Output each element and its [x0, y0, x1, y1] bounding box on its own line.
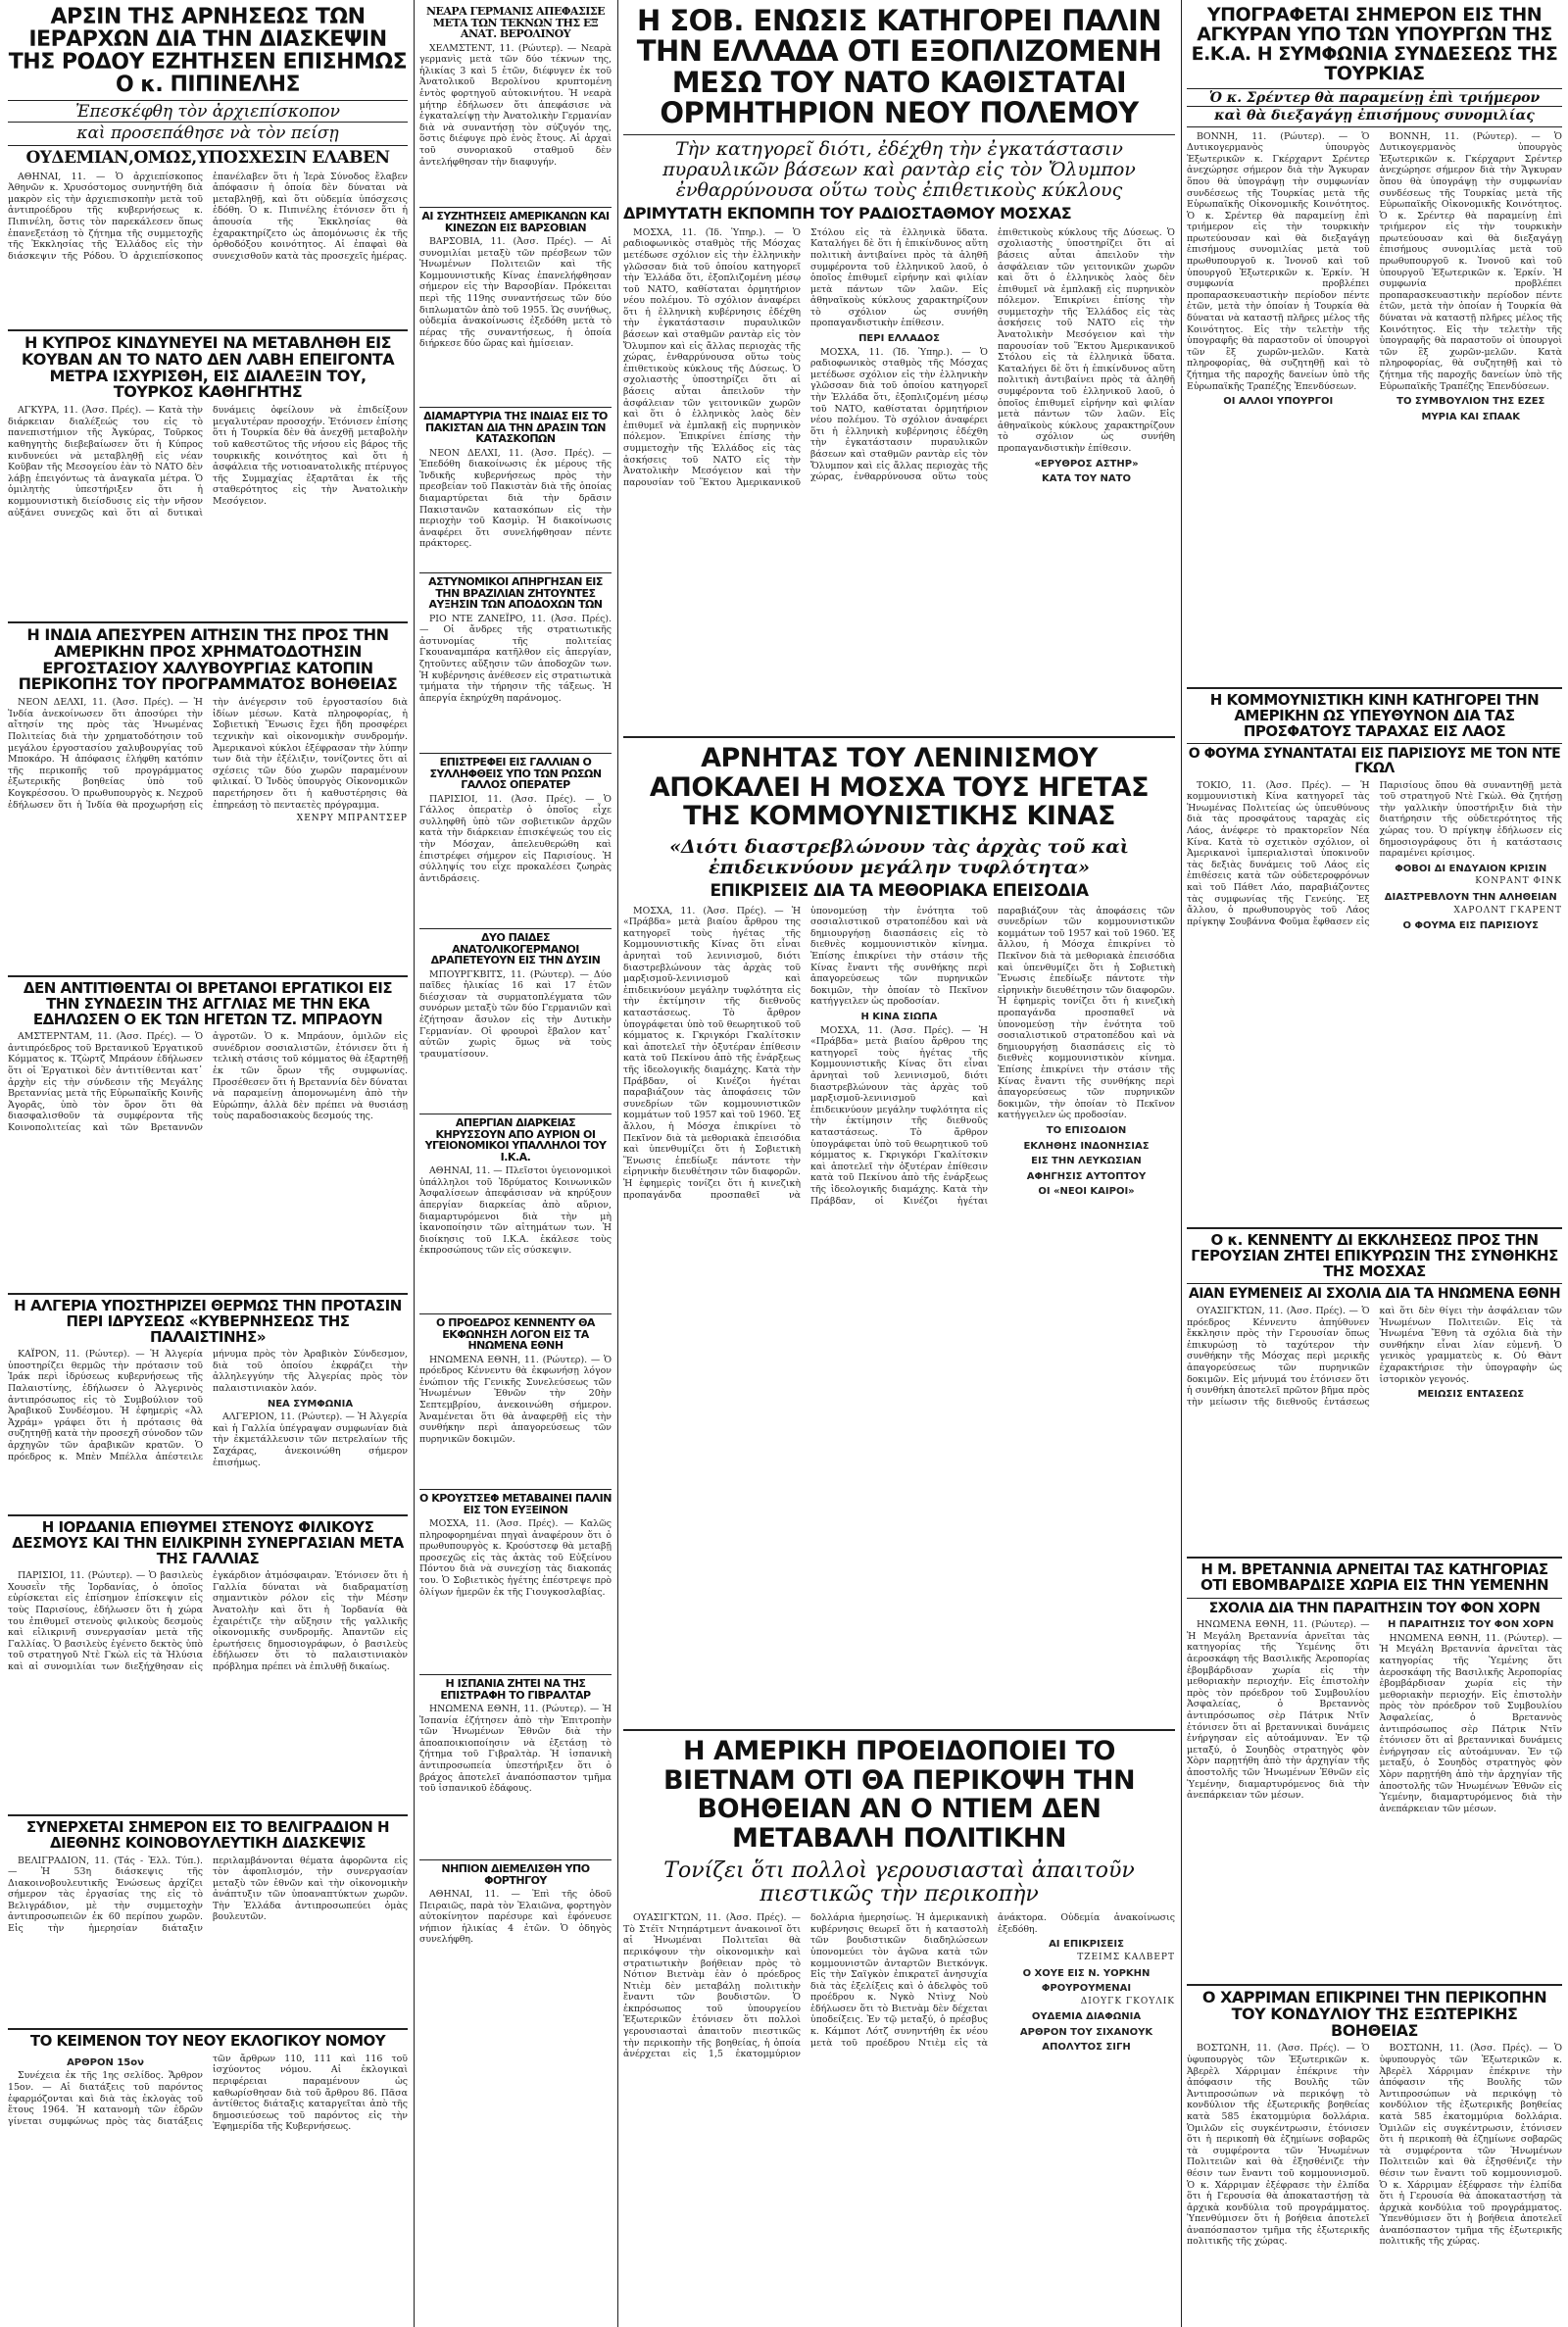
article-body	[623, 1912, 1175, 2060]
subhead: ΜΕΙΩΣΙΣ ΕΝΤΑΣΕΩΣ	[1417, 1389, 1525, 1401]
article-infant-accident	[419, 1859, 612, 2010]
column-rule	[1181, 0, 1182, 2327]
headline: Ο ΠΡΟΕΔΡΟΣ ΚΕΝΝΕΝΤΥ ΘΑ ΕΚΦΩΝΗΣΗ ΛΟΓΟΝ ΕΙΣ ΤΑ ΗΝΩΜΕΝΑ ΕΘΝΗ	[436, 1316, 595, 1353]
subhead: ΜΥΡΙΑ ΚΑΙ ΣΠΑΑΚ	[1421, 411, 1521, 422]
headline: Ο ΧΑΡΡΙΜΑΝ ΕΠΙΚΡΙΝΕΙ ΤΗΝ ΠΕΡΙΚΟΠΗΝ ΤΟΥ ΚΟΝΔΥΛΙΟΥ ΤΗΣ ΕΞΩΤΕΡΙΚΗΣ ΒΟΗΘΕΙΑΣ	[1201, 1988, 1547, 2040]
article-body	[419, 969, 612, 1061]
subhead: «ΕΡΥΘΡΟΣ ΑΣΤΗΡ»	[1034, 458, 1139, 470]
article-body	[419, 236, 612, 350]
byline: ΤΖΕΙΜΣ ΚΑΛΒΕΡΤ	[1077, 1952, 1175, 1962]
byline: ΚΟΝΡΑΝΤ ΦΙΝΚ	[1475, 876, 1562, 887]
subheadline: ΣΧΟΛΙΑ ΔΙΑ ΤΗΝ ΠΑΡΑΙΤΗΣΙΝ ΤΟΥ ΦΟΝ ΧΟΡΝ	[1187, 1598, 1562, 1616]
article-jordan	[8, 1514, 408, 1814]
subheadline: ΟΥΔΕΜΙΑΝ,ΟΜΩΣ,ΥΠΟΣΧΕΣΙΝ ΕΛΑΒΕΝ	[25, 147, 390, 168]
article-body	[8, 2054, 408, 2133]
article-body	[419, 1704, 612, 1795]
paragraph: ΟΥΑΣΙΓΚΤΩΝ, 11. (Ἀσσ. Πρές). — Ὁ πρόεδρος Κέννεντυ ἀπηύθυνεν ἔκκλησιν πρὸς τὴν Γερουσίαν ὅπως ἐπικυρώσῃ τὸ ταχύτερον τὴν συνθήκην τῆς Μόσχας περὶ μερικῆς ἀπαγορεύσεως τῶν πυρηνικῶν δοκιμῶν. Εἰς μήνυμά του ἐτόνισεν ὅτι ἡ συνθήκη ἀποτελεῖ πρῶτον βῆμα πρὸς τὴν μείωσιν τῆς διεθνοῦς ἐντάσεως καὶ ὅτι δὲν θίγει τὴν ἀσφάλειαν τῶν Ἡνωμένων Πολιτειῶν. Εἰς τὰ Ἡνωμένα Ἔθνη τὰ σχόλια διὰ τὴν συνθήκην εἶναι λίαν εὐμενῆ. Ὁ γενικὸς γραμματεὺς κ. Οὐ Θὰντ ἐχαρακτήρισε τὴν ὑπογραφὴν ὡς ἱστορικὸν γεγονός.	[1187, 1305, 1562, 1408]
headline: ΤΟ ΚΕΙΜΕΝΟΝ ΤΟΥ ΝΕΟΥ ΕΚΛΟΓΙΚΟΥ ΝΟΜΟΥ	[29, 2032, 386, 2050]
article-ika-strike	[419, 1114, 612, 1313]
article-body	[419, 1518, 612, 1598]
headline: ΣΥΝΕΡΧΕΤΑΙ ΣΗΜΕΡΟΝ ΕΙΣ ΤΟ ΒΕΛΙΓΡΑΔΙΟΝ Η ΔΙΕΘΝΗΣ ΚΟΙΝΟΒΟΥΛΕΥΤΙΚΗ ΔΙΑΣΚΕΨΙΣ	[25, 1818, 390, 1852]
paragraph: ΑΜΣΤΕΡΝΤΑΜ, 11. (Ἀσσ. Πρές). — Ὁ ἀντιπρόεδρος τοῦ Βρετανικοῦ Ἐργατικοῦ Κόμματος κ. Τζὼρτζ Μπράουν ἐδήλωσεν ὅτι οἱ Ἐργατικοὶ δὲν ἀντιτίθενται κατ᾽ ἀρχὴν εἰς τὴν σύνδεσιν τῆς Μεγάλης Βρεταννίας μετὰ τῆς Εὐρωπαϊκῆς Κοινῆς Ἀγορᾶς, ὑπὸ τὸν ὅρον ὅτι θὰ διασφαλισθοῦν τὰ συμφέροντα τῆς Κοινοπολιτείας καὶ τῶν Βρεταννῶν ἀγροτῶν. Ὁ κ. Μπράουν, ὁμιλῶν εἰς συνέδριον σοσιαλιστῶν, ἐτόνισεν ὅτι ἡ τελικὴ στάσις τοῦ κόμματος θὰ ἐξαρτηθῇ ἐκ τῶν ὅρων τῆς συμφωνίας. Προσέθεσεν ὅτι ἡ Βρεταννία δὲν δύναται νὰ παραμείνῃ ἀπομονωμένη ἀπὸ τὴν Εὐρώπην, ἀλλὰ δὲν πρέπει νὰ θυσιάσῃ τοὺς παραδοσιακοὺς δεσμούς της.	[8, 1031, 408, 1133]
article-pipinelis	[8, 6, 408, 329]
paragraph: ΑΘΗΝΑΙ, 11. — Ὁ ἀρχιεπίσκοπος Ἀθηνῶν κ. Χρυσόστομος συνηντήθη διὰ μακρὸν εἰς τὴν ἀρχιεπισκοπὴν μετὰ τοῦ ἀντιπροέδρου τῆς κυβερνήσεως κ. Πιπινέλη, ὅστις τὸν παρεκάλεσεν ὅπως ἐπανεξετάσῃ τὸ ζήτημα τῆς συμμετοχῆς τῆς Ἐκκλησίας τῆς Ἑλλάδος εἰς τὴν διάσκεψιν τῆς Ρόδου. Ὁ ἀρχιεπίσκοπος ἐπανέλαβεν ὅτι ἡ Ἱερὰ Σύνοδος ἔλαβεν ἀπόφασιν ἡ ὁποία δὲν δύναται νὰ μεταβληθῇ, καὶ ὅτι οὐδεμία ὑπόσχεσις ἐδόθη. Ὁ κ. Πιπινέλης ἐτόνισεν ὅτι ἡ ἀπουσία τῆς Ἐκκλησίας θὰ ἐχαρακτηρίζετο ὡς ἀπομόνωσις ἐκ τῆς ὀρθοδόξου κοινότητος. Αἱ ἐπαφαὶ θὰ συνεχισθοῦν κατὰ τὰς προσεχεῖς ἡμέρας.	[8, 171, 408, 262]
article-algeria	[8, 1293, 408, 1514]
paragraph: ΡΙΟ ΝΤΕ ΖΑΝΕΪΡΟ, 11. (Ἀσσ. Πρές). — Οἱ ἄνδρες τῆς στρατιωτικῆς ἀστυνομίας τῆς πολιτείας Γκουαναμπάρα κατῆλθον εἰς ἀπεργίαν, ζητοῦντες αὔξησιν τῶν ἀποδοχῶν των. Ἡ κυβέρνησις ἀνέθεσεν εἰς στρατιωτικὰ τμήματα τὴν τήρησιν τῆς τάξεως. Ἡ ἀπεργία ἐκηρύχθη παράνομος.	[419, 613, 612, 704]
paragraph: ΑΓΚΥΡΑ, 11. (Ἀσσ. Πρές). — Κατὰ τὴν διάρκειαν διαλέξεώς του εἰς τὸ πανεπιστήμιον τῆς Ἀγκύρας, Τοῦρκος καθηγητὴς διεβεβαίωσεν ὅτι ἡ Κύπρος κινδυνεύει νὰ μεταβληθῇ εἰς νέαν Κοῦβαν τῆς Μεσογείου ἐὰν τὸ ΝΑΤΟ δὲν λάβῃ ἐπειγόντως τὰ ἀναγκαῖα μέτρα. Ὁ ὁμιλητὴς ὑπεστήριξεν ὅτι ἡ κομμουνιστικὴ διείσδυσις εἰς τὴν νῆσον αὐξάνει συνεχῶς καὶ ὅτι αἱ δυτικαὶ δυνάμεις ὀφείλουν νὰ ἐπιδείξουν μεγαλυτέραν προσοχήν. Ἐτόνισεν ἐπίσης ὅτι ἡ Τουρκία δὲν θὰ ἀνεχθῇ μεταβολὴν τοῦ καθεστῶτος τῆς νήσου εἰς βάρος τῆς τουρκικῆς κοινότητος καὶ ὅτι ἡ ἀσφάλεια τῆς νοτιοανατολικῆς πτέρυγος τῆς Συμμαχίας ἐξαρτᾶται ἐκ τῆς σταθερότητος εἰς τὴν Ἀνατολικὴν Μεσόγειον.	[8, 405, 408, 519]
article-body	[8, 1031, 408, 1133]
subhead: ΤΟ ΕΠΙΣΟΔΙΟΝ	[1046, 1124, 1127, 1136]
article-body	[419, 1165, 612, 1257]
paragraph: ΜΟΣΧΑ, 11. (Ἀσσ. Πρές). — Ἡ «Πράβδα» μετὰ βιαίου ἄρθρου της κατηγορεῖ τοὺς ἡγέτας τῆς Κομμουνιστικῆς Κίνας ὅτι εἶναι ἀρνηταὶ τοῦ λενινισμοῦ, διότι διαστρεβλώνουν τὰς ἀρχὰς τοῦ μαρξισμοῦ-λενινισμοῦ καὶ ἐπιδεικνύουν μεγάλην τυφλότητα εἰς τὴν ἐκτίμησιν τῆς διεθνοῦς καταστάσεως. Τὸ ἄρθρον ὑπογράφεται ὑπὸ τοῦ θεωρητικοῦ τοῦ κόμματος κ. Γκριγκόρι Γκαλίτσκιν καὶ ἀποτελεῖ τὴν ὀξυτέραν ἐπίθεσιν κατὰ τοῦ Πεκίνου ἀπὸ τῆς ἐνάρξεως τῆς ἰδεολογικῆς διαμάχης. Κατὰ τὴν Πράβδαν, οἱ Κινέζοι ἡγέται παραβιάζουν τὰς ἀποφάσεις τῶν συνεδρίων τῶν κομμουνιστικῶν κομμάτων τοῦ 1957 καὶ τοῦ 1960. Ἐξ ἄλλου, ἡ Μόσχα ἐπικρίνει τὸ Πεκῖνον διὰ τὰ μεθοριακὰ ἐπεισόδια καὶ ὑπενθυμίζει ὅτι ἡ Σοβιετικὴ Ἕνωσις ἐπεδίωξε πάντοτε τὴν εἰρηνικὴν διευθέτησιν τῶν διαφορῶν. Ἡ ἐφημερὶς τονίζει ὅτι ἡ κινεζικὴ προπαγάνδα προσπαθεῖ νὰ ὑπονομεύσῃ τὴν ἑνότητα τοῦ σοσιαλιστικοῦ στρατοπέδου καὶ νὰ δημιουργήσῃ διασπάσεις εἰς τὸ διεθνὲς κομμουνιστικὸν κίνημα. Ἐπίσης ἐπικρίνει τὴν στάσιν τῆς Κίνας ἔναντι τῆς συνθήκης περὶ ἀπαγορεύσεως τῶν πυρηνικῶν δοκιμῶν, τὴν ὁποίαν τὸ Πεκῖνον κατήγγειλεν ὡς προδοσίαν.	[810, 905, 1175, 1207]
headline: Ο ΚΡΟΥΣΤΣΕΦ ΜΕΤΑΒΑΙΝΕΙ ΠΑΛΙΝ ΕΙΣ ΤΟΝ ΕΥΞΕΙΝΟΝ	[419, 1492, 612, 1516]
article-body	[8, 1349, 408, 1468]
headline: ΑΙ ΣΥΖΗΤΗΣΕΙΣ ΑΜΕΡΙΚΑΝΩΝ ΚΑΙ ΚΙΝΕΖΩΝ ΕΙΣ ΒΑΡΣΟΒΙΑΝ	[421, 210, 610, 234]
paragraph: ΤΟΚΙΟ, 11. (Ἀσσ. Πρές). — Ἡ κομμουνιστικὴ Κίνα κατηγορεῖ τὰς Ἡνωμένας Πολιτείας ὡς ὑπευθύνους διὰ τὰς προσφάτους ταραχὰς εἰς Λάος, ἀνέφερε τὸ πρακτορεῖον Νέα Κίνα. Κατὰ τὸ σχετικὸν σχόλιον, οἱ Ἀμερικανοὶ ἱμπεριαλισταὶ ὑποκινοῦν τὰς δεξιὰς δυνάμεις τοῦ Λάος εἰς ἐπιθέσεις κατὰ τῶν οὐδετεροφρόνων καὶ τοῦ Πάθετ Λάο, παραβιάζοντες τὰς συμφωνίας τῆς Γενεύης. Ἐξ ἄλλου, ὁ πρωθυπουργὸς τοῦ Λάος πρίγκηψ Σουβάννα Φοῦμα ἔφθασεν εἰς Παρισίους ὅπου θὰ συναντηθῇ μετὰ τοῦ στρατηγοῦ Ντὲ Γκὼλ. Θὰ ζητήσῃ τὴν γαλλικὴν ὑποστήριξιν διὰ τὴν διατήρησιν τῆς οὐδετερότητος τῆς χώρας του. Ὁ πρίγκηψ ἐδήλωσεν εἰς δημοσιογράφους ὅτι ἡ κατάστασις παραμένει κρίσιμος.	[1187, 779, 1562, 927]
subheadline: ΔΡΙΜΥΤΑΤΗ ΕΚΠΟΜΠΗ ΤΟΥ ΡΑΔΙΟΣΤΑΘΜΟΥ ΜΟΣΧΑΣ	[623, 203, 1072, 223]
article-east-german-boys	[419, 928, 612, 1114]
article-electoral-law	[8, 2028, 408, 2230]
article-body	[1187, 1619, 1562, 1814]
paragraph: ΒΟΝΝΗ, 11. (Ρώυτερ). — Ὁ Δυτικογερμανὸς ὑπουργὸς Ἐξωτερικῶν κ. Γκέρχαρντ Σρέντερ ἀνεχώρησε σήμερον διὰ τὴν Ἄγκυραν ὅπου θὰ ὑπογράψῃ τὴν συμφωνίαν συνδέσεως τῆς Τουρκίας μετὰ τῆς Εὐρωπαϊκῆς Οἰκονομικῆς Κοινότητος. Ὁ κ. Σρέντερ θὰ παραμείνῃ ἐπὶ τριήμερον εἰς τὴν τουρκικὴν πρωτεύουσαν καὶ θὰ διεξαγάγῃ ἐπισήμους συνομιλίας μετὰ τοῦ πρωθυπουργοῦ κ. Ἰνονοῦ καὶ τοῦ ὑπουργοῦ Ἐξωτερικῶν κ. Ἐρκίν. Ἡ συμφωνία προβλέπει προπαρασκευαστικὴν περίοδον πέντε ἐτῶν, μετὰ τὴν ὁποίαν ἡ Τουρκία θὰ δύναται νὰ καταστῇ πλῆρες μέλος τῆς Κοινότητος. Εἰς τὴν τελετὴν τῆς ὑπογραφῆς θὰ παραστοῦν οἱ ὑπουργοὶ τῶν ἓξ χωρῶν-μελῶν. Κατὰ πληροφορίας, θὰ συζητηθῇ καὶ τὸ ζήτημα τῆς παροχῆς δανείων ὑπὸ τῆς Εὐρωπαϊκῆς Τραπέζης Ἐπενδύσεων.	[1187, 130, 1370, 392]
headline: ΥΠΟΓΡΑΦΕΤΑΙ ΣΗΜΕΡΟΝ ΕΙΣ ΤΗΝ ΑΓΚΥΡΑΝ ΥΠΟ ΤΩΝ ΥΠΟΥΡΓΩΝ ΤΗΣ Ε.Κ.Α. Η ΣΥΜΦΩΝΙΑ ΣΥΝΔΕΣΕΩΣ ΤΗΣ ΤΟΥΡΚΙΑΣ	[1191, 6, 1558, 84]
headline: ΝΕΑΡΑ ΓΕΡΜΑΝΙΣ ΑΠΕΦΑΣΙΣΕ ΜΕΤΑ ΤΩΝ ΤΕΚΝΩΝ ΤΗΣ ΕΞ ΑΝΑΤ. ΒΕΡΟΛΙΝΟΥ	[425, 6, 606, 41]
article-gibraltar	[419, 1674, 612, 1859]
article-german-mother	[419, 6, 612, 207]
article-india	[8, 621, 408, 975]
subhead: ΟΥΔΕΜΙΑ ΔΙΑΦΩΝΙΑ	[1031, 2011, 1142, 2023]
article-body	[623, 227, 1175, 489]
subhead: ΕΙΣ ΤΗΝ ΛΕΥΚΩΣΙΑΝ	[1031, 1156, 1142, 1167]
paragraph: ΜΟΣΧΑ, 11. (Ἰδ. Ὑπηρ.). — Ὁ ραδιοφωνικὸς σταθμὸς τῆς Μόσχας μετέδωσε σχόλιον εἰς τὴν ἑλληνικὴν γλῶσσαν διὰ τοῦ ὁποίου κατηγορεῖ τὴν Ἑλλάδα ὅτι, ἐξοπλιζομένη μέσῳ τοῦ ΝΑΤΟ, καθίσταται ὁρμητήριον νέου πολέμου. Τὸ σχόλιον ἀναφέρει ὅτι ἡ ἑλληνικὴ κυβέρνησις ἐδέχθη τὴν ἐγκατάστασιν πυραυλικῶν βάσεων καὶ σταθμῶν ραντὰρ εἰς τὸν Ὄλυμπον καὶ εἰς ἄλλας περιοχὰς τῆς χώρας, ἐνθαρρύνουσα οὕτω τοὺς ἐπιθετικοὺς κύκλους τῆς Δύσεως. Ὁ σχολιαστὴς ὑποστηρίζει ὅτι αἱ βάσεις αὗται ἀπειλοῦν τὴν ἀσφάλειαν τῶν γειτονικῶν χωρῶν καὶ ὅτι ὁ ἑλληνικὸς λαὸς δὲν ἐπιθυμεῖ νὰ ἐμπλακῇ εἰς πυρηνικὸν πόλεμον. Ἐπικρίνει ἐπίσης τὴν συμμετοχὴν τῆς Ἑλλάδος εἰς τὰς ἀσκήσεις τοῦ ΝΑΤΟ εἰς τὴν Ἀνατολικὴν Μεσόγειον καὶ τὴν παρουσίαν τοῦ Ἕκτου Ἀμερικανικοῦ Στόλου εἰς τὰ ἑλληνικὰ ὕδατα. Καταλήγει δὲ ὅτι ἡ ἐπικίνδυνος αὕτη πολιτικὴ ἀντιβαίνει πρὸς τὰ ἀληθῆ συμφέροντα τοῦ ἑλληνικοῦ λαοῦ, ὁ ὁποῖος ἐπιθυμεῖ εἰρήνην καὶ φιλίαν μετὰ πάντων τῶν λαῶν. Εἰς ἀθηναϊκοὺς κύκλους χαρακτηρίζουν τὸ σχόλιον ὡς συνήθη προπαγανδιστικὴν ἐπίθεσιν.	[810, 226, 1175, 483]
right-column	[1187, 6, 1562, 2321]
article-body	[1187, 1306, 1562, 1408]
headline: ΔΕΝ ΑΝΤΙΤΙΘΕΝΤΑΙ ΟΙ ΒΡΕΤΑΝΟΙ ΕΡΓΑΤΙΚΟΙ ΕΙΣ ΤΗΝ ΣΥΝΔΕΣΙΝ ΤΗΣ ΑΓΓΛΙΑΣ ΜΕ ΤΗΝ ΕΚΑ ΕΔΗΛΩΣΕΝ Ο ΕΚ ΤΩΝ ΗΓΕΤΩΝ ΤΖ. ΜΠΡΑΟΥΝ	[23, 979, 393, 1028]
article-body	[8, 405, 408, 519]
article-britain-yemen	[1187, 1557, 1562, 1984]
subhead: ΝΕΑ ΣΥΜΦΩΝΙΑ	[267, 1398, 354, 1410]
subhead: ΚΑΤΑ ΤΟΥ ΝΑΤΟ	[1041, 473, 1131, 485]
paragraph: ΑΘΗΝΑΙ, 11. — Ἐπὶ τῆς ὁδοῦ Πειραιῶς, παρὰ τὸν Ἐλαιῶνα, φορτηγὸν αὐτοκίνητον παρέσυρε καὶ ἐφόνευσε νήπιον ἡλικίας 4 ἐτῶν. Ὁ ὁδηγὸς συνελήφθη.	[419, 1889, 612, 1946]
paragraph: ΒΟΝΝΗ, 11. (Ρώυτερ). — Ὁ Δυτικογερμανὸς ὑπουργὸς Ἐξωτερικῶν κ. Γκέρχαρντ Σρέντερ ἀνεχώρησε σήμερον διὰ τὴν Ἄγκυραν ὅπου θὰ ὑπογράψῃ τὴν συμφωνίαν συνδέσεως τῆς Τουρκίας μετὰ τῆς Εὐρωπαϊκῆς Οἰκονομικῆς Κοινότητος. Ὁ κ. Σρέντερ θὰ παραμείνῃ ἐπὶ τριήμερον εἰς τὴν τουρκικὴν πρωτεύουσαν καὶ θὰ διεξαγάγῃ ἐπισήμους συνομιλίας μετὰ τοῦ πρωθυπουργοῦ κ. Ἰνονοῦ καὶ τοῦ ὑπουργοῦ Ἐξωτερικῶν κ. Ἐρκίν. Ἡ συμφωνία προβλέπει προπαρασκευαστικὴν περίοδον πέντε ἐτῶν, μετὰ τὴν ὁποίαν ἡ Τουρκία θὰ δύναται νὰ καταστῇ πλῆρες μέλος τῆς Κοινότητος. Εἰς τὴν τελετὴν τῆς ὑπογραφῆς θὰ παραστοῦν οἱ ὑπουργοὶ τῶν ἓξ χωρῶν-μελῶν. Κατὰ πληροφορίας, θὰ συζητηθῇ καὶ τὸ ζήτημα τῆς παροχῆς δανείων ὑπὸ τῆς Εὐρωπαϊκῆς Τραπέζης Ἐπενδύσεων.	[1379, 130, 1562, 392]
subhead: ΑΡΘΡΟΝ ΤΟΥ ΣΙΧΑΝΟΥΚ	[1019, 2026, 1153, 2038]
article-body	[419, 794, 612, 885]
paragraph: ΒΟΣΤΩΝΗ, 11. (Ἀσσ. Πρές). — Ὁ ὑφυπουργὸς τῶν Ἐξωτερικῶν κ. Ἀβερὲλ Χάρριμαν ἐπέκρινε τὴν ἀπόφασιν τῆς Βουλῆς τῶν Ἀντιπροσώπων νὰ περικόψῃ τὸ κονδύλιον τῆς ἐξωτερικῆς βοηθείας κατὰ 585 ἑκατομμύρια δολλάρια. Ὁμιλῶν εἰς συγκέντρωσιν, ἐτόνισεν ὅτι ἡ περικοπὴ θὰ ἐζημίωνε σοβαρῶς τὰ συμφέροντα τῶν Ἡνωμένων Πολιτειῶν καὶ θὰ ἐξησθένιζε τὴν θέσιν των ἔναντι τοῦ κομμουνισμοῦ. Ὁ κ. Χάρριμαν ἐξέφρασε τὴν ἐλπίδα ὅτι ἡ Γερουσία θὰ ἀποκαταστήσῃ τὰ ἀρχικὰ κονδύλια τοῦ προγράμματος. Ὑπενθύμισεν ὅτι ἡ βοήθεια ἀποτελεῖ ἀναπόσπαστον τμῆμα τῆς ἐξωτερικῆς πολιτικῆς τῆς χώρας.	[1187, 2043, 1370, 2248]
headline: ΑΣΤΥΝΟΜΙΚΟΙ ΑΠΗΡΓΗΣΑΝ ΕΙΣ ΤΗΝ ΒΡΑΖΙΛΙΑΝ ΖΗΤΟΥΝΤΕΣ ΑΥΞΗΣΙΝ ΤΩΝ ΑΠΟΔΟΧΩΝ ΤΩΝ	[428, 575, 603, 612]
deck: Ἐπεσκέφθη τὸν ἀρχιεπίσκοπον	[8, 100, 408, 122]
subhead: ΠΕΡΙ ΕΛΛΑΔΟΣ	[858, 333, 940, 345]
article-body	[1187, 2043, 1562, 2250]
byline: ΧΑΡΟΛΝΤ ΓΚΑΡΕΝΤ	[1453, 905, 1562, 916]
article-body	[8, 172, 408, 264]
subhead: Ο ΧΟΥΕ ΕΙΣ Ν. ΥΟΡΚΗΝ	[1022, 1967, 1151, 1979]
article-harriman	[1187, 1984, 1562, 2321]
paragraph: ΒΕΛΙΓΡΑΔΙΟΝ, 11. (Τάς - Ἑλλ. Τύπ.). — Ἡ 53η διάσκεψις τῆς Διακοινοβουλευτικῆς Ἑνώσεως ἀρχίζει σήμερον τὰς ἐργασίας της εἰς τὸ Βελιγράδιον, μὲ τὴν συμμετοχὴν ἀντιπροσωπειῶν ἐκ 60 περίπου χωρῶν. Εἰς τὴν ἡμερησίαν διάταξιν περιλαμβάνονται θέματα ἀφορῶντα εἰς τὸν ἀφοπλισμόν, τὴν συνεργασίαν μεταξὺ τῶν ἐθνῶν καὶ τὴν οἰκονομικὴν ἀνάπτυξιν τῶν ὑποαναπτύκτων χωρῶν. Τὴν Ἑλλάδα ἀντιπροσωπεύει ὁμὰς βουλευτῶν.	[8, 1855, 408, 1935]
article-body	[623, 906, 1175, 1207]
subhead: Ο ΦΟΥΜΑ ΕΙΣ ΠΑΡΙΣΙΟΥΣ	[1402, 920, 1540, 932]
headline: Η ΙΟΡΔΑΝΙΑ ΕΠΙΘΥΜΕΙ ΣΤΕΝΟΥΣ ΦΙΛΙΚΟΥΣ ΔΕΣΜΟΥΣ ΚΑΙ ΤΗΝ ΕΙΛΙΚΡΙΝΗ ΣΥΝΕΡΓΑΣΙΑΝ ΜΕΤΑ ΤΗΣ ΓΑΛΛΙΑΣ	[12, 1518, 404, 1567]
paragraph: ΝΕΟΝ ΔΕΛΧΙ, 11. (Ἀσσ. Πρές). — Ἡ Ἰνδία ἀνεκοίνωσεν ὅτι ἀποσύρει τὴν αἴτησίν της πρὸς τὰς Ἡνωμένας Πολιτείας διὰ τὴν χρηματοδότησιν τοῦ μεγάλου ἐργοστασίου χαλυβουργίας τοῦ Μποκάρο. Ἡ ἀπόφασις ἐλήφθη κατόπιν τῆς περικοπῆς τοῦ προγράμματος ἐξωτερικῆς βοηθείας ὑπὸ τοῦ Κογκρέσσου. Ὁ πρωθυπουργὸς κ. Νεχροῦ ἐδήλωσεν ὅτι ἡ Ἰνδία θὰ προχωρήσῃ εἰς τὴν ἀνέγερσιν τοῦ ἐργοστασίου διὰ ἰδίων μέσων. Κατὰ πληροφορίας, ἡ Σοβιετικὴ Ἕνωσις ἔχει ἤδη προσφέρει τεχνικὴν καὶ οἰκονομικὴν συνδρομήν. Ἀμερικανοὶ κύκλοι ἐξέφρασαν τὴν λύπην των διὰ τὴν ἐξέλιξιν, τονίζοντες ὅτι αἱ σχέσεις τῶν δύο χωρῶν παραμένουν φιλικαί. Ὁ Ἰνδὸς ὑπουργὸς Οἰκονομικῶν παρετήρησεν ὅτι ἡ καθυστέρησις θὰ ἐπηρεάσῃ τὸ πενταετὲς πρόγραμμα.	[8, 697, 408, 811]
paragraph: ΧΕΛΜΣΤΕΝΤ, 11. (Ρώυτερ). — Νεαρὰ γερμανὶς μετὰ τῶν δύο τέκνων της, ἡλικίας 3 καὶ 5 ἐτῶν, διέφυγεν ἐκ τοῦ Ἀνατολικοῦ Βερολίνου κρυπτομένη ἐντὸς φορτηγοῦ αὐτοκινήτου. Ἡ νεαρὰ μήτηρ ἐδήλωσεν ὅτι ἀπεφάσισε νὰ ἐγκαταλείψῃ τὴν Ἀνατολικὴν Γερμανίαν διὰ νὰ συναντήσῃ τὸν σύζυγόν της, ὅστις διέφυγε πρὸ ἑνὸς ἔτους. Αἱ ἀρχαὶ τοῦ συνοριακοῦ σταθμοῦ δὲν ἀντελήφθησαν τὴν διαφυγήν.	[419, 42, 612, 168]
headline: Η ΑΛΓΕΡΙΑ ΥΠΟΣΤΗΡΙΖΕΙ ΘΕΡΜΩΣ ΤΗΝ ΠΡΟΤΑΣΙΝ ΠΕΡΙ ΙΔΡΥΣΕΩΣ «ΚΥΒΕΡΝΗΣΕΩΣ ΤΗΣ ΠΑΛΑΙΣΤΙΝΗΣ»	[14, 1297, 402, 1346]
subhead: ΟΙ «ΝΕΟΙ ΚΑΙΡΟΙ»	[1038, 1186, 1135, 1198]
deck: καὶ θὰ διεξαγάγῃ ἐπισήμους συνομιλίας	[1187, 106, 1562, 126]
article-warsaw	[419, 207, 612, 407]
headline: ΕΠΙΣΤΡΕΦΕΙ ΕΙΣ ΓΑΛΛΙΑΝ Ο ΣΥΛΛΗΦΘΕΙΣ ΥΠΟ ΤΩΝ ΡΩΣΩΝ ΓΑΛΛΟΣ ΟΠΕΡΑΤΕΡ	[429, 756, 602, 792]
deck: Ὁ κ. Σρέντερ θὰ παραμείνῃ ἐπὶ τριήμερον	[1187, 88, 1562, 106]
subhead: Η ΠΑΡΑΙΤΗΣΙΣ ΤΟΥ ΦΟΝ ΧΟΡΝ	[1387, 1619, 1554, 1631]
article-body	[419, 1889, 612, 1946]
subhead: ΑΦΗΓΗΣΙΣ ΑΥΤΟΠΤΟΥ	[1026, 1170, 1147, 1182]
subhead: ΔΙΑΣΤΡΕΒΛΟΥΝ ΤΗΝ ΑΛΗΘΕΙΑΝ	[1384, 891, 1557, 903]
article-belgrade	[8, 1814, 408, 2028]
subhead: ΑΙ ΕΠΙΚΡΙΣΕΙΣ	[1049, 1939, 1124, 1951]
article-body	[1187, 780, 1562, 932]
lead-headline: Η ΣΟΒ. ΕΝΩΣΙΣ ΚΑΤΗΓΟΡΕΙ ΠΑΛΙΝ ΤΗΝ ΕΛΛΑΔΑ ΟΤΙ ΕΞΟΠΛΙΖΟΜΕΝΗ ΜΕΣΩ ΤΟΥ ΝΑΤΟ ΚΑΘΙΣΤΑΤΑΙ ΟΡΜΗΤΗΡΙΟΝ ΝΕΟΥ ΠΟΛΕΜΟΥ	[636, 6, 1162, 129]
article-cyprus	[8, 329, 408, 621]
subhead: ΑΡΘΡΟΝ 15ον	[67, 2056, 144, 2068]
article-french-operator	[419, 753, 612, 928]
subhead: ΤΟ ΣΥΜΒΟΥΛΙΟΝ ΤΗΣ ΕΖΕΣ	[1396, 396, 1545, 408]
column-rule	[617, 0, 618, 2327]
subhead: ΦΡΟΥΡΟΥΜΕΝΑΙ	[1041, 1983, 1132, 1995]
headline: Η ΚΟΜΜΟΥΝΙΣΤΙΚΗ ΚΙΝΗ ΚΑΤΗΓΟΡΕΙ ΤΗΝ ΑΜΕΡΙΚΗΝ ΩΣ ΥΠΕΥΘΥΝΟΝ ΔΙΑ ΤΑΣ ΠΡΟΣΦΑΤΟΥΣ ΤΑΡΑΧΑΣ ΕΙΣ ΛΑΟΣ	[1209, 691, 1540, 740]
headline: ΑΠΕΡΓΙΑΝ ΔΙΑΡΚΕΙΑΣ ΚΗΡΥΣΣΟΥΝ ΑΠΟ ΑΥΡΙΟΝ ΟΙ ΥΓΕΙΟΝΟΜΙΚΟΙ ΥΠΑΛΛΗΛΟΙ ΤΟΥ Ι.Κ.Α.	[424, 1116, 607, 1164]
paragraph: ΜΠΟΥΡΓΚΒΙΤΣ, 11. (Ρώυτερ). — Δύο παῖδες ἡλικίας 16 καὶ 17 ἐτῶν διέσχισαν τὰ συρματοπλέγματα τῶν συνόρων μεταξὺ τῶν δύο Γερμανιῶν καὶ ἐζήτησαν ἄσυλον εἰς τὴν Δυτικὴν Γερμανίαν. Οἱ φρουροὶ ἔβαλον κατ᾽ αὐτῶν χωρὶς ὅμως νὰ τοὺς τραυματίσουν.	[419, 968, 612, 1060]
article-china-laos	[1187, 687, 1562, 1227]
article-turkey-eec	[1187, 6, 1562, 687]
article-labour	[8, 975, 408, 1293]
article-kennedy-senate	[1187, 1227, 1562, 1557]
article-khrushchev	[419, 1489, 612, 1674]
article-body	[8, 697, 408, 812]
narrow-column	[419, 6, 612, 2321]
paragraph: ΗΝΩΜΕΝΑ ΕΘΝΗ, 11. (Ρώυτερ). — Ἡ Ἱσπανία ἐζήτησεν ἀπὸ τὴν Ἐπιτροπὴν τῶν Ἡνωμένων Ἐθνῶν διὰ τὴν ἀποαποικιοποίησιν νὰ ἐξετάσῃ τὸ ζήτημα τοῦ Γιβραλτὰρ. Ἡ ἱσπανικὴ ἀντιπροσωπεία ὑπεστήριξεν ὅτι ὁ βράχος ἀποτελεῖ ἀναπόσπαστον τμῆμα τοῦ ἱσπανικοῦ ἐδάφους.	[419, 1704, 612, 1795]
paragraph: ΠΑΡΙΣΙΟΙ, 11. (Ρώυτερ). — Ὁ βασιλεὺς Χουσεῒν τῆς Ἰορδανίας, ὁ ὁποῖος εὑρίσκεται εἰς ἐπίσημον ἐπίσκεψιν εἰς τοὺς Παρισίους, ἐδήλωσεν ὅτι ἡ χώρα του ἐπιθυμεῖ στενοὺς φιλικοὺς δεσμοὺς καὶ εἰλικρινῆ συνεργασίαν μετὰ τῆς Γαλλίας. Ὁ βασιλεὺς ἐγένετο δεκτὸς ὑπὸ τοῦ στρατηγοῦ Ντὲ Γκὼλ εἰς τὰ Ἠλύσια καὶ αἱ συνομιλίαι των διεξήχθησαν εἰς ἐγκάρδιον ἀτμόσφαιραν. Ἐτόνισεν ὅτι ἡ Γαλλία δύναται νὰ διαδραματίσῃ σημαντικὸν ρόλον εἰς τὴν Μέσην Ἀνατολὴν καὶ ὅτι ἡ Ἰορδανία θὰ ἐχαιρέτιζε τὴν αὔξησιν τῆς γαλλικῆς οἰκονομικῆς συνδρομῆς. Ἀπαντῶν εἰς ἐρωτήσεις δημοσιογράφων, ὁ βασιλεὺς ἐδήλωσεν ὅτι τὸ παλαιστινιακὸν πρόβλημα πρέπει νὰ ἐπιλυθῇ δικαίως.	[8, 1570, 408, 1672]
headline: ΔΙΑΜΑΡΤΥΡΙΑ ΤΗΣ ΙΝΔΙΑΣ ΕΙΣ ΤΟ ΠΑΚΙΣΤΑΝ ΔΙΑ ΤΗΝ ΔΡΑΣΙΝ ΤΩΝ ΚΑΤΑΣΚΟΠΩΝ	[423, 410, 608, 446]
article-brazil-police	[419, 572, 612, 753]
article-india-protest	[419, 407, 612, 572]
headline: Ο κ. ΚΕΝΝΕΝΤΥ ΔΙ ΕΚΚΛΗΣΕΩΣ ΠΡΟΣ ΤΗΝ ΓΕΡΟΥΣΙΑΝ ΖΗΤΕΙ ΕΠΙΚΥΡΩΣΙΝ ΤΗΣ ΣΥΝΘΗΚΗΣ ΤΗΣ ΜΟΣΧΑΣ	[1191, 1231, 1558, 1280]
paragraph: ΒΑΡΣΟΒΙΑ, 11. (Ἀσσ. Πρές). — Αἱ συνομιλίαι μεταξὺ τῶν πρέσβεων τῶν Ἡνωμένων Πολιτειῶν καὶ τῆς Κομμουνιστικῆς Κίνας ἐπανελήφθησαν σήμερον εἰς τὴν Βαρσοβίαν. Πρόκειται περὶ τῆς 119ης συναντήσεως τῶν δύο διπλωματῶν ἀπὸ τοῦ 1955. Ὡς συνήθως, οὐδεμία ἀνακοίνωσις ἐξεδόθη μετὰ τὸ πέρας τῆς συναντήσεως, ἡ ὁποία διήρκεσε δύο ὥρας καὶ ἡμίσειαν.	[419, 236, 612, 350]
subhead: Η ΚΙΝΑ ΣΙΩΠΑ	[860, 1012, 938, 1023]
paragraph: ΗΝΩΜΕΝΑ ΕΘΝΗ, 11. (Ρώυτερ). — Ὁ πρόεδρος Κέννεντυ θὰ ἐκφωνήσῃ λόγον ἐνώπιον τῆς Γενικῆς Συνελεύσεως τῶν Ἡνωμένων Ἐθνῶν τὴν 20ὴν Σεπτεμβρίου, ἀνεκοινώθη σήμερον. Ἀναμένεται ὅτι θὰ ἀναφερθῇ εἰς τὴν συνθήκην περὶ ἀπαγορεύσεως τῶν πυρηνικῶν δοκιμῶν.	[419, 1354, 612, 1445]
deck: Τονίζει ὅτι πολλοὶ γερουσιασταὶ ἀπαιτοῦν πιεστικῶς τὴν περικοπὴν	[663, 1857, 1135, 1906]
subhead: ΦΟΒΟΙ ΔΙ ΕΝΔΥΑΙΟΝ ΚΡΙΣΙΝ	[1395, 863, 1547, 874]
headline: ΝΗΠΙΟΝ ΔΙΕΜΕΛΙΣΘΗ ΥΠΟ ΦΟΡΤΗΓΟΥ	[441, 1862, 590, 1887]
paragraph: ΝΕΟΝ ΔΕΛΧΙ, 11. (Ἀσσ. Πρές). — Ἐπεδόθη διακοίνωσις ἐκ μέρους τῆς Ἰνδικῆς κυβερνήσεως πρὸς τὴν πρεσβείαν τοῦ Πακιστὰν διὰ τῆς ὁποίας διαμαρτύρεται διὰ τὴν δρᾶσιν Πακιστανῶν κατασκόπων εἰς τὴν περιοχὴν τοῦ Κασμὶρ. Ἡ διακοίνωσις ἀναφέρει ὅτι συνελήφθησαν πέντε πράκτορες.	[419, 447, 612, 550]
headline: Η ΚΥΠΡΟΣ ΚΙΝΔΥΝΕΥΕΙ ΝΑ ΜΕΤΑΒΛΗΘΗ ΕΙΣ ΚΟΥΒΑΝ ΑΝ ΤΟ ΝΑΤΟ ΔΕΝ ΛΑΒΗ ΕΠΕΙΓΟΝΤΑ ΜΕΤΡΑ ΙΣΧΥΡΙΣΘΗ, ΕΙΣ ΔΙΑΛΕΞΙΝ ΤΟΥ, ΤΟΥΡΚΟΣ ΚΑΘΗΓΗΤΗΣ	[21, 333, 395, 402]
paragraph: ΜΟΣΧΑ, 11. (Ἀσσ. Πρές). — Ἡ «Πράβδα» μετὰ βιαίου ἄρθρου της κατηγορεῖ τοὺς ἡγέτας τῆς Κομμουνιστικῆς Κίνας ὅτι εἶναι ἀρνηταὶ τοῦ λενινισμοῦ, διότι διαστρεβλώνουν τὰς ἀρχὰς τοῦ μαρξισμοῦ-λενινισμοῦ καὶ ἐπιδεικνύουν μεγάλην τυφλότητα εἰς τὴν ἐκτίμησιν τῆς διεθνοῦς καταστάσεως. Τὸ ἄρθρον ὑπογράφεται ὑπὸ τοῦ θεωρητικοῦ τοῦ κόμματος κ. Γκριγκόρι Γκαλίτσκιν καὶ ἀποτελεῖ τὴν ὀξυτέραν ἐπίθεσιν κατὰ τοῦ Πεκίνου ἀπὸ τῆς ἐνάρξεως τῆς ἰδεολογικῆς διαμάχης. Κατὰ τὴν Πράβδαν, οἱ Κινέζοι ἡγέται παραβιάζουν τὰς ἀποφάσεις τῶν συνεδρίων τῶν κομμουνιστικῶν κομμάτων τοῦ 1957 καὶ τοῦ 1960. Ἐξ ἄλλου, ἡ Μόσχα ἐπικρίνει τὸ Πεκῖνον διὰ τὰ μεθοριακὰ ἐπεισόδια καὶ ὑπενθυμίζει ὅτι ἡ Σοβιετικὴ Ἕνωσις ἐπεδίωξε πάντοτε τὴν εἰρηνικὴν διευθέτησιν τῶν διαφορῶν. Ἡ ἐφημερὶς τονίζει ὅτι ἡ κινεζικὴ προπαγάνδα προσπαθεῖ νὰ ὑπονομεύσῃ τὴν ἑνότητα τοῦ σοσιαλιστικοῦ στρατοπέδου καὶ νὰ δημιουργήσῃ διασπάσεις εἰς τὸ διεθνὲς κομμουνιστικὸν κίνημα. Ἐπίσης ἐπικρίνει τὴν στάσιν τῆς Κίνας ἔναντι τῆς συνθήκης περὶ ἀπαγορεύσεως τῶν πυρηνικῶν δοκιμῶν, τὴν ὁποίαν τὸ Πεκῖνον κατήγγειλεν ὡς προδοσίαν.	[623, 905, 988, 1201]
paragraph: ΚΑΪΡΟΝ, 11. (Ρώυτερ). — Ἡ Ἀλγερία ὑποστηρίζει θερμῶς τὴν πρότασιν τοῦ Ἰράκ περὶ ἱδρύσεως κυβερνήσεως τῆς Παλαιστίνης, ἐδήλωσεν ὁ Ἀλγερινὸς ἀντιπρόσωπος εἰς τὸ Συμβούλιον τοῦ Ἀραβικοῦ Συνδέσμου. Ἡ ἐφημερὶς «Ἀλ Ἀχράμ» γράφει ὅτι ἡ πρότασις θὰ συζητηθῇ κατὰ τὴν προσεχῆ σύνοδον τῶν ἀρχηγῶν τῶν ἀραβικῶν κρατῶν. Ὁ πρόεδρος κ. Μπὲν Μπέλλα ἀπέστειλε μήνυμα πρὸς τὸν Ἀραβικὸν Σύνδεσμον, διὰ τοῦ ὁποίου ἐκφράζει τὴν ἀλληλεγγύην τῆς Ἀλγερίας πρὸς τὸν παλαιστινιακὸν λαόν.	[8, 1349, 408, 1462]
center-column	[623, 6, 1175, 2321]
article-body	[419, 448, 612, 550]
headline: Η Μ. ΒΡΕΤΑΝΝΙΑ ΑΡΝΕΙΤΑΙ ΤΑΣ ΚΑΤΗΓΟΡΙΑΣ ΟΤΙ ΕΒΟΜΒΑΡΔΙΣΕ ΧΩΡΙΑ ΕΙΣ ΤΗΝ ΥΕΜΕΝΗΝ	[1200, 1560, 1549, 1594]
headline: Η ΙΣΠΑΝΙΑ ΖΗΤΕΙ ΝΑ ΤΗΣ ΕΠΙΣΤΡΑΦΗ ΤΟ ΓΙΒΡΑΛΤΑΡ	[440, 1677, 591, 1702]
paragraph: ΗΝΩΜΕΝΑ ΕΘΝΗ, 11. (Ρώυτερ). — Ἡ Μεγάλη Βρεταννία ἀρνεῖται τὰς κατηγορίας τῆς Ὑεμένης ὅτι ἀεροσκάφη τῆς Βασιλικῆς Ἀεροπορίας ἐβομβάρδισαν χωρία εἰς τὴν μεθοριακὴν περιοχήν. Εἰς ἐπιστολὴν πρὸς τὸν πρόεδρον τοῦ Συμβουλίου Ἀσφαλείας, ὁ Βρεταννὸς ἀντιπρόσωπος σὲρ Πάτρικ Ντῖν ἐτόνισεν ὅτι αἱ βρεταννικαὶ δυνάμεις ἐνήργησαν εἰς αὐτοάμυναν. Ἐν τῷ μεταξύ, ὁ Σουηδὸς στρατηγὸς φὸν Χὸρν παρῃτήθη ἀπὸ τὴν ἀρχηγίαν τῆς ἀποστολῆς τῶν Ἡνωμένων Ἐθνῶν εἰς Ὑεμένην, διαμαρτυρόμενος διὰ τὴν ἀνεπάρκειαν τῶν μέσων.	[1379, 1632, 1562, 1814]
paragraph: Συνέχεια ἐκ τῆς 1ης σελίδος. Ἄρθρον 15ον. — Αἱ διατάξεις τοῦ παρόντος ἐφαρμόζονται καὶ διὰ τὰς ἐκλογὰς τοῦ ἔτους 1964. Ἡ κατανομὴ τῶν ἑδρῶν γίνεται συμφώνως πρὸς τὰς διατάξεις τῶν ἄρθρων 110, 111 καὶ 116 τοῦ ἰσχύοντος νόμου. Αἱ ἐκλογικαὶ περιφέρειαι παραμένουν ὡς καθωρίσθησαν διὰ τοῦ ἄρθρου 86. Πᾶσα ἀντίθετος διάταξις καταργεῖται ἀπὸ τῆς δημοσιεύσεως τοῦ παρόντος εἰς τὴν Ἐφημερίδα τῆς Κυβερνήσεως.	[8, 2053, 408, 2133]
headline: ΔΥΟ ΠΑΙΔΕΣ ΑΝΑΤΟΛΙΚΟΓΕΡΜΑΝΟΙ ΔΡΑΠΕΤΕΥΟΥΝ ΕΙΣ ΤΗΝ ΔΥΣΙΝ	[430, 931, 601, 967]
column-rule	[414, 0, 415, 2327]
deck: καὶ προσεπάθησε νὰ τὸν πείσῃ	[8, 122, 408, 146]
article-kennedy-un	[419, 1313, 612, 1489]
headline: Η ΙΝΔΙΑ ΑΠΕΣΥΡΕΝ ΑΙΤΗΣΙΝ ΤΗΣ ΠΡΟΣ ΤΗΝ ΑΜΕΡΙΚΗΝ ΠΡΟΣ ΧΡΗΜΑΤΟΔΟΤΗΣΙΝ ΕΡΓΟΣΤΑΣΙΟΥ ΧΑΛΥΒΟΥΡΓΙΑΣ ΚΑΤΟΠΙΝ ΠΕΡΙΚΟΠΗΣ ΤΟΥ ΠΡΟΓΡΑΜΜΑΤΟΣ ΒΟΗΘΕΙΑΣ	[18, 625, 398, 694]
deck: «Διότι διαστρεβλώνουν τὰς ἀρχὰς τοῦ καὶ ἐπιδεικνύουν μεγάλην τυφλότητα»	[669, 836, 1129, 878]
subhead: ΑΠΟΛΥΤΟΣ ΣΙΓΗ	[1042, 2042, 1131, 2054]
article-body	[1187, 131, 1562, 423]
left-column	[8, 6, 408, 2321]
paragraph: ΟΥΑΣΙΓΚΤΩΝ, 11. (Ἀσσ. Πρές). — Τὸ Στέϊτ Ντηπάρτμεντ ἀνακοινοῖ ὅτι αἱ Ἡνωμέναι Πολιτεῖαι θὰ περικόψουν τὴν οἰκονομικὴν καὶ στρατιωτικὴν βοήθειαν πρὸς τὸ Νότιον Βιετνὰμ ἐὰν ὁ πρόεδρος Ντιὲμ δὲν μεταβάλῃ πολιτικὴν ἔναντι τῶν βουδιστῶν. Ὁ ἐκπρόσωπος τοῦ ὑπουργείου Ἐξωτερικῶν ἐτόνισεν ὅτι πολλοὶ γερουσιασταὶ ἀπαιτοῦν πιεστικῶς τὴν περικοπὴν τῆς βοηθείας, ἡ ὁποία ἀνέρχεται εἰς 1,5 ἑκατομμύριον δολλάρια ἡμερησίως. Ἡ ἀμερικανικὴ κυβέρνησις θεωρεῖ ὅτι ἡ καταστολὴ τῶν βουδιστικῶν διαδηλώσεων ὑπονομεύει τὸν ἀγῶνα κατὰ τῶν κομμουνιστῶν ἀνταρτῶν Βιετκόνγκ. Εἰς τὴν Σαϊγκὸν ἐπικρατεῖ ἀνησυχία διὰ τὰς ἐξελίξεις καὶ ὁ ἀδελφὸς τοῦ προέδρου κ. Νγκὸ Ντὶνχ Νοὺ ἐδήλωσεν ὅτι τὸ Βιετνὰμ δὲν δέχεται ὑποδείξεις. Ἐν τῷ μεταξύ, ὁ πρέσβυς κ. Κάμποτ Λότζ συνηντήθη ἐκ νέου μετὰ τοῦ προέδρου Ντιὲμ εἰς τὰ ἀνάκτορα. Οὐδεμία ἀνακοίνωσις ἐξεδόθη.	[623, 1912, 1175, 2060]
deck: Τὴν κατηγορεῖ διότι, ἐδέχθη τὴν ἐγκατάστασιν πυραυλικῶν βάσεων καὶ ραντὰρ εἰς τὸν Ὄλυμπον ἐνθαρρύνουσα οὕτω τοὺς ἐπιθετικοὺς κύκλους	[623, 134, 1175, 201]
article-body	[419, 1355, 612, 1446]
article-moscow-vs-china	[623, 736, 1175, 1729]
subheadline: Ο ΦΟΥΜΑ ΣΥΝΑΝΤΑΤΑΙ ΕΙΣ ΠΑΡΙΣΙΟΥΣ ΜΕ ΤΟΝ ΝΤΕ ΓΚΩΛ	[1187, 743, 1562, 775]
byline: ΔΙΟΥΓΚ ΓΚΟΥΛΙΚ	[1080, 1996, 1175, 2006]
headline: ΑΡΣΙΝ ΤΗΣ ΑΡΝΗΣΕΩΣ ΤΩΝ ΙΕΡΑΡΧΩΝ ΔΙΑ ΤΗΝ ΔΙΑΣΚΕΨΙΝ ΤΗΣ ΡΟΔΟΥ ΕΖΗΤΗΣΕΝ ΕΠΙΣΗΜΩΣ Ο κ. ΠΙΠΙΝΕΛΗΣ	[8, 6, 408, 98]
article-us-warns-vietnam	[623, 1729, 1175, 2321]
subheadline: ΕΠΙΚΡΙΣΕΙΣ ΔΙΑ ΤΑ ΜΕΘΟΡΙΑΚΑ ΕΠΕΙΣΟΔΙΑ	[710, 880, 1089, 901]
subheadline: ΑΙΑΝ ΕΥΜΕΝΕΙΣ ΑΙ ΣΧΟΛΙΑ ΔΙΑ ΤΑ ΗΝΩΜΕΝΑ ΕΘΝΗ	[1187, 1283, 1562, 1302]
paragraph: ΠΑΡΙΣΙΟΙ, 11. (Ἀσσ. Πρές). — Ὁ Γάλλος ὀπερατὲρ ὁ ὁποῖος εἶχε συλληφθῆ ὑπὸ τῶν σοβιετικῶν ἀρχῶν κατὰ τὴν διάρκειαν ἐπισκέψεώς του εἰς τὴν Μόσχαν, ἀπελευθερώθη καὶ ἐπιστρέφει σήμερον εἰς Παρισίους. Ἡ σύλληψίς του εἶχε προκαλέσει ζωηρὰς ἀντιδράσεις.	[419, 793, 612, 884]
paragraph: ΜΟΣΧΑ, 11. (Ἰδ. Ὑπηρ.). — Ὁ ραδιοφωνικὸς σταθμὸς τῆς Μόσχας μετέδωσε σχόλιον εἰς τὴν ἑλληνικὴν γλῶσσαν διὰ τοῦ ὁποίου κατηγορεῖ τὴν Ἑλλάδα ὅτι, ἐξοπλιζομένη μέσῳ τοῦ ΝΑΤΟ, καθίσταται ὁρμητήριον νέου πολέμου. Τὸ σχόλιον ἀναφέρει ὅτι ἡ ἑλληνικὴ κυβέρνησις ἐδέχθη τὴν ἐγκατάστασιν πυραυλικῶν βάσεων καὶ σταθμῶν ραντὰρ εἰς τὸν Ὄλυμπον καὶ εἰς ἄλλας περιοχὰς τῆς χώρας, ἐνθαρρύνουσα οὕτω τοὺς ἐπιθετικοὺς κύκλους τῆς Δύσεως. Ὁ σχολιαστὴς ὑποστηρίζει ὅτι αἱ βάσεις αὗται ἀπειλοῦν τὴν ἀσφάλειαν τῶν γειτονικῶν χωρῶν καὶ ὅτι ὁ ἑλληνικὸς λαὸς δὲν ἐπιθυμεῖ νὰ ἐμπλακῇ εἰς πυρηνικὸν πόλεμον. Ἐπικρίνει ἐπίσης τὴν συμμετοχὴν τῆς Ἑλλάδος εἰς τὰς ἀσκήσεις τοῦ ΝΑΤΟ εἰς τὴν Ἀνατολικὴν Μεσόγειον καὶ τὴν παρουσίαν τοῦ Ἕκτου Ἀμερικανικοῦ Στόλου εἰς τὰ ἑλληνικὰ ὕδατα. Καταλήγει δὲ ὅτι ἡ ἐπικίνδυνος αὕτη πολιτικὴ ἀντιβαίνει πρὸς τὰ ἀληθῆ συμφέροντα τοῦ ἑλληνικοῦ λαοῦ, ὁ ὁποῖος ἐπιθυμεῖ εἰρήνην καὶ φιλίαν μετὰ πάντων τῶν λαῶν. Εἰς ἀθηναϊκοὺς κύκλους χαρακτηρίζουν τὸ σχόλιον ὡς συνήθη προπαγανδιστικὴν ἐπίθεσιν.	[623, 226, 988, 488]
paragraph: ΑΘΗΝΑΙ, 11. — Πλεῖστοι ὑγειονομικοὶ ὑπάλληλοι τοῦ Ἱδρύματος Κοινωνικῶν Ἀσφαλίσεων ἀπεφάσισαν νὰ κηρύξουν ἀπεργίαν διαρκείας ἀπὸ αὔριον, διαμαρτυρόμενοι διὰ τὴν μὴ ἱκανοποίησιν τῶν αἰτημάτων των. Ἡ διοίκησις τοῦ Ι.Κ.Α. ἐκάλεσε τοὺς ἐκπροσώπους τῶν εἰς σύσκεψιν.	[419, 1165, 612, 1257]
subhead: ΕΚΛΗΘΗΣ ΙΝΔΟΝΗΣΙΑΣ	[1023, 1140, 1150, 1152]
article-body	[419, 614, 612, 705]
paragraph: ΗΝΩΜΕΝΑ ΕΘΝΗ, 11. (Ρώυτερ). — Ἡ Μεγάλη Βρεταννία ἀρνεῖται τὰς κατηγορίας τῆς Ὑεμένης ὅτι ἀεροσκάφη τῆς Βασιλικῆς Ἀεροπορίας ἐβομβάρδισαν χωρία εἰς τὴν μεθοριακὴν περιοχήν. Εἰς ἐπιστολὴν πρὸς τὸν πρόεδρον τοῦ Συμβουλίου Ἀσφαλείας, ὁ Βρεταννὸς ἀντιπρόσωπος σὲρ Πάτρικ Ντῖν ἐτόνισεν ὅτι αἱ βρεταννικαὶ δυνάμεις ἐνήργησαν εἰς αὐτοάμυναν. Ἐν τῷ μεταξύ, ὁ Σουηδὸς στρατηγὸς φὸν Χὸρν παρῃτήθη ἀπὸ τὴν ἀρχηγίαν τῆς ἀποστολῆς τῶν Ἡνωμένων Ἐθνῶν εἰς Ὑεμένην, διαμαρτυρόμενος διὰ τὴν ἀνεπάρκειαν τῶν μέσων.	[1187, 1619, 1370, 1802]
subhead: ΟΙ ΑΛΛΟΙ ΥΠΟΥΡΓΟΙ	[1223, 396, 1334, 408]
paragraph: ΑΛΓΕΡΙΟΝ, 11. (Ρώυτερ). — Ἡ Ἀλγερία καὶ ἡ Γαλλία ὑπέγραψαν συμφωνίαν διὰ τὴν ἐκμετάλλευσιν τῶν πετρελαίων τῆς Σαχάρας, ἀνεκοινώθη σήμερον ἐπισήμως.	[213, 1411, 408, 1468]
article-soviet-accuses-greece	[623, 6, 1175, 736]
headline: ΑΡΝΗΤΑΣ ΤΟΥ ΛΕΝΙΝΙΣΜΟΥ ΑΠΟΚΑΛΕΙ Η ΜΟΣΧΑ ΤΟΥΣ ΗΓΕΤΑΣ ΤΗΣ ΚΟΜΜΟΥΝΙΣΤΙΚΗΣ ΚΙΝΑΣ	[649, 743, 1150, 832]
headline: Η ΑΜΕΡΙΚΗ ΠΡΟΕΙΔΟΠΟΙΕΙ ΤΟ ΒΙΕΤΝΑΜ ΟΤΙ ΘΑ ΠΕΡΙΚΟΨΗ ΤΗΝ ΒΟΗΘΕΙΑΝ ΑΝ Ο ΝΤΙΕΜ ΔΕΝ ΜΕΤΑΒΑΛΗ ΠΟΛΙΤΙΚΗΝ	[662, 1736, 1136, 1855]
article-body	[8, 1856, 408, 1935]
paragraph: ΜΟΣΧΑ, 11. (Ἀσσ. Πρές). — Καλῶς πληροφορημέναι πηγαὶ ἀναφέρουν ὅτι ὁ πρωθυπουργὸς κ. Κρούστσεφ θὰ μεταβῇ προσεχῶς εἰς τὰς ἀκτὰς τοῦ Εὐξείνου Πόντου διὰ νὰ συνεχίσῃ τὰς διακοπάς του. Ὁ Σοβιετικὸς ἡγέτης ἐπέστρεψε πρὸ ὀλίγων ἡμερῶν ἐκ τῆς Γιουγκοσλαβίας.	[419, 1518, 612, 1598]
byline: ΧΕΝΡΥ ΜΠΡΑΝΤΣΕΡ	[296, 814, 408, 824]
article-body	[419, 43, 612, 169]
article-body	[8, 1570, 408, 1673]
paragraph: ΒΟΣΤΩΝΗ, 11. (Ἀσσ. Πρές). — Ὁ ὑφυπουργὸς τῶν Ἐξωτερικῶν κ. Ἀβερὲλ Χάρριμαν ἐπέκρινε τὴν ἀπόφασιν τῆς Βουλῆς τῶν Ἀντιπροσώπων νὰ περικόψῃ τὸ κονδύλιον τῆς ἐξωτερικῆς βοηθείας κατὰ 585 ἑκατομμύρια δολλάρια. Ὁμιλῶν εἰς συγκέντρωσιν, ἐτόνισεν ὅτι ἡ περικοπὴ θὰ ἐζημίωνε σοβαρῶς τὰ συμφέροντα τῶν Ἡνωμένων Πολιτειῶν καὶ θὰ ἐξησθένιζε τὴν θέσιν των ἔναντι τοῦ κομμουνισμοῦ. Ὁ κ. Χάρριμαν ἐξέφρασε τὴν ἐλπίδα ὅτι ἡ Γερουσία θὰ ἀποκαταστήσῃ τὰ ἀρχικὰ κονδύλια τοῦ προγράμματος. Ὑπενθύμισεν ὅτι ἡ βοήθεια ἀποτελεῖ ἀναπόσπαστον τμῆμα τῆς ἐξωτερικῆς πολιτικῆς τῆς χώρας.	[1379, 2043, 1562, 2248]
